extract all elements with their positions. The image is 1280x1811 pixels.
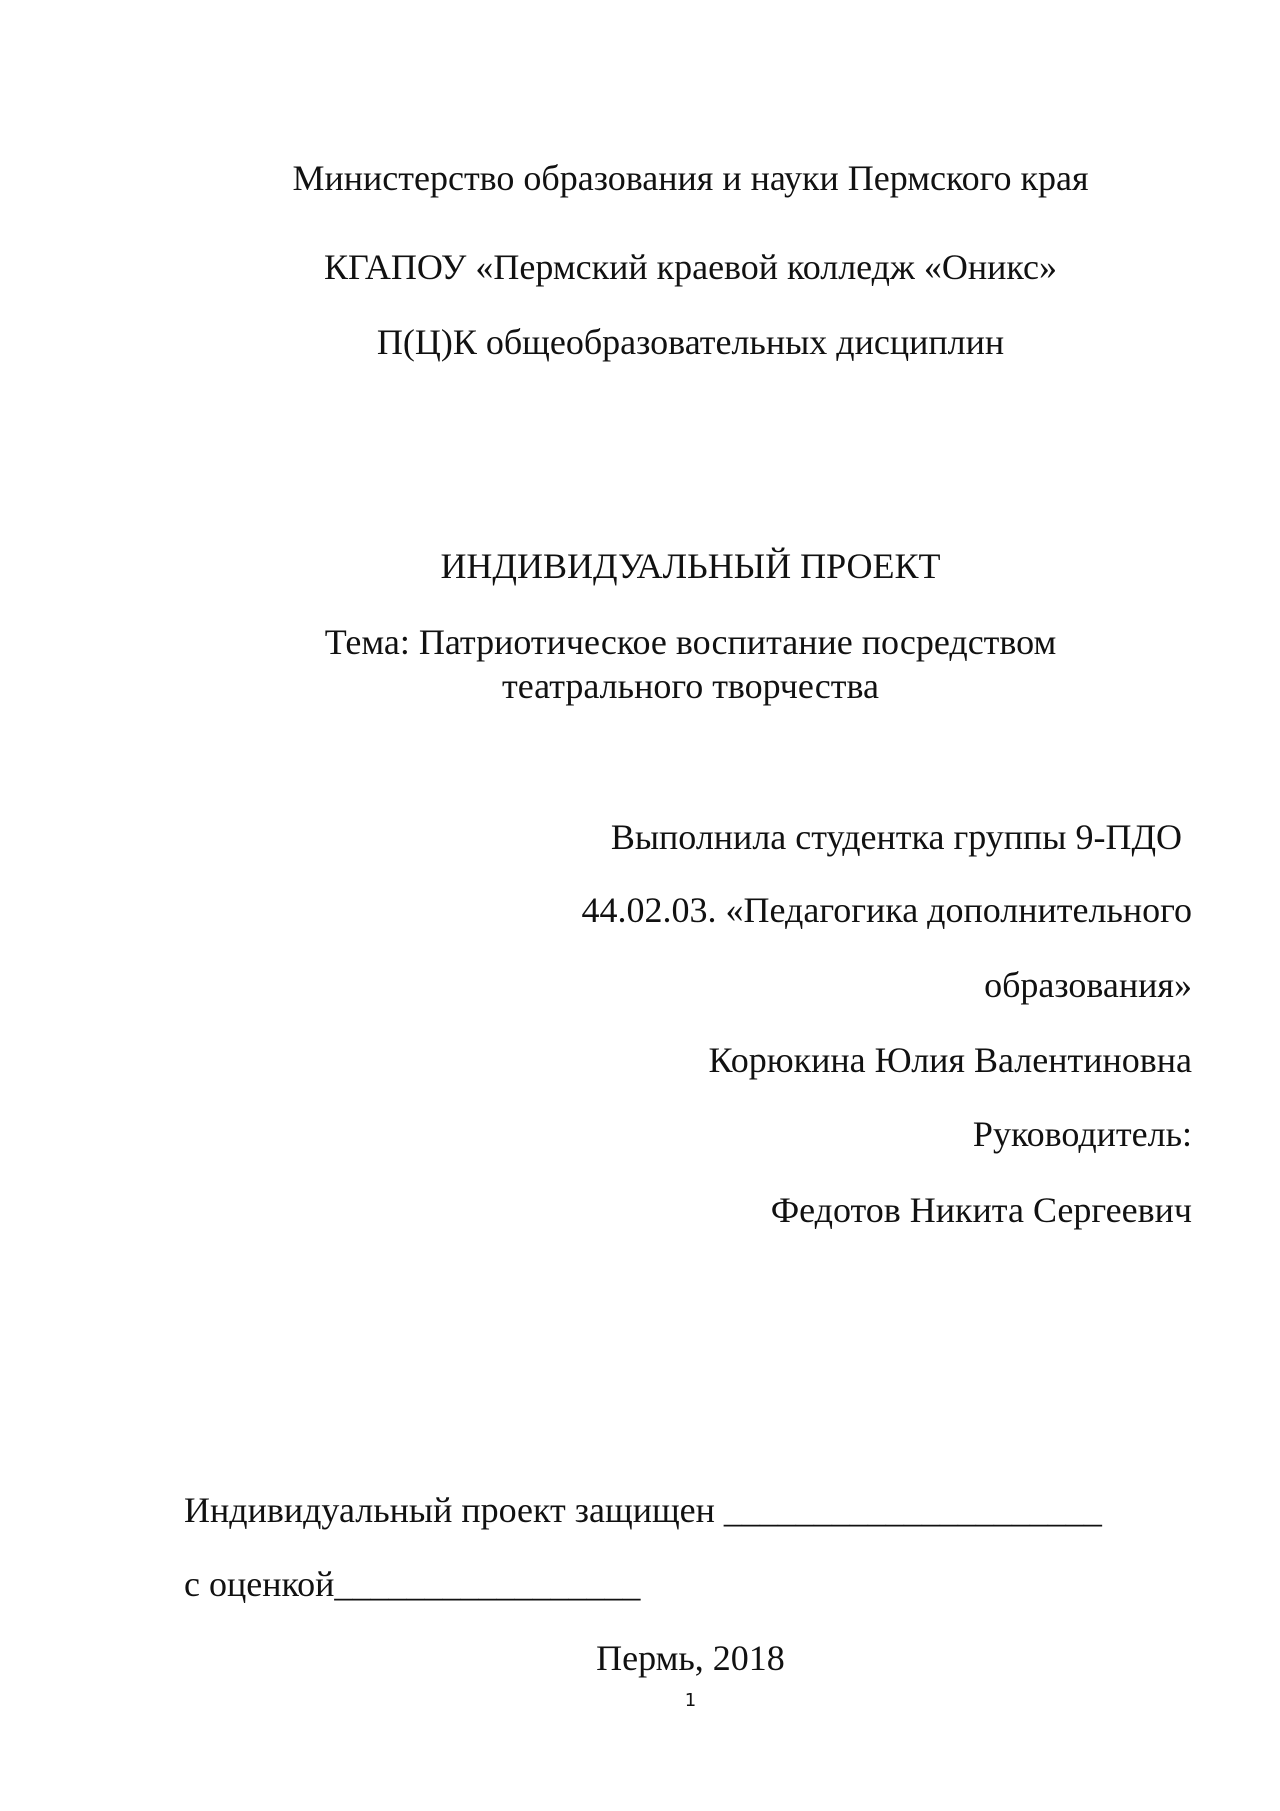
ministry-title: Министерство образования и науки Пермского края — [292, 158, 1089, 198]
page-number: 1 — [684, 1690, 697, 1711]
college-name: КГАПОУ «Пермский краевой колледж «Оникс» — [324, 247, 1057, 287]
supervisor-name: Федотов Никита Сергеевич — [770, 1190, 1192, 1230]
city-year: Пермь, 2018 — [596, 1638, 785, 1678]
specialty-line-2: образования» — [984, 965, 1192, 1005]
project-topic-line-2: театрального творчества — [502, 666, 879, 706]
specialty-line-1: 44.02.03. «Педагогика дополнительного — [581, 890, 1192, 930]
performed-by: Выполнила студентка группы 9-ПДО — [610, 817, 1182, 857]
student-name: Корюкина Юлия Валентиновна — [708, 1040, 1192, 1080]
defense-protected-line: Индивидуальный проект защищен _____________________ — [184, 1490, 1102, 1530]
defense-grade-line: с оценкой_________________ — [184, 1564, 641, 1604]
project-topic-line-1: Тема: Патриотическое воспитание посредством — [324, 622, 1057, 662]
department-name: П(Ц)К общеобразовательных дисциплин — [376, 322, 1005, 362]
project-title: ИНДИВИДУАЛЬНЫЙ ПРОЕКТ — [440, 546, 941, 586]
supervisor-label: Руководитель: — [972, 1114, 1192, 1154]
